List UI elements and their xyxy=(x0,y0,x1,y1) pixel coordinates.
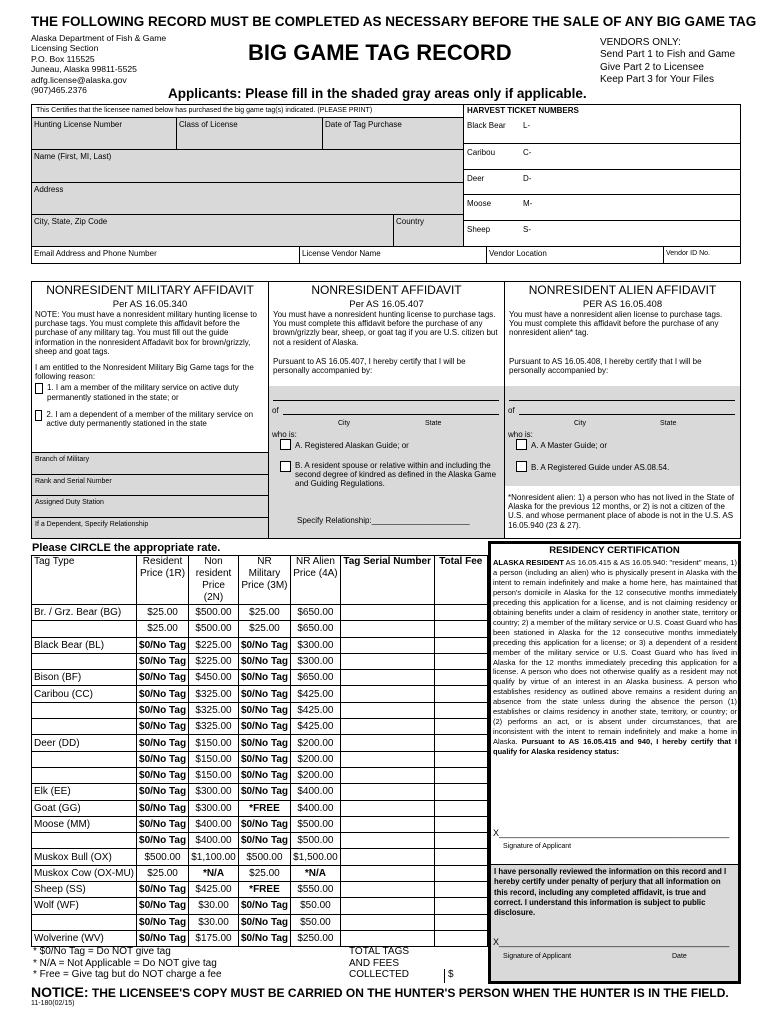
price-cell: $325.00 xyxy=(189,719,239,735)
price-cell: $0/No Tag xyxy=(238,702,290,718)
rate-row[interactable] xyxy=(32,653,488,669)
page-title: BIG GAME TAG RECORD xyxy=(248,40,512,65)
price-cell: $300.00 xyxy=(290,637,340,653)
fee-cell[interactable] xyxy=(434,849,487,865)
price-cell: $0/No Tag xyxy=(137,833,189,849)
rate-row[interactable] xyxy=(32,816,488,832)
tag-type-cell: Wolverine (WV) xyxy=(32,930,137,946)
price-cell: $500.00 xyxy=(238,849,290,865)
price-cell: $0/No Tag xyxy=(238,898,290,914)
fee-cell[interactable] xyxy=(434,621,487,637)
military-option2-checkbox[interactable] xyxy=(35,410,42,421)
price-cell: $0/No Tag xyxy=(137,800,189,816)
price-cell: $0/No Tag xyxy=(238,914,290,930)
tag-type-cell: Br. / Grz. Bear (BG) xyxy=(32,605,137,621)
serial-cell[interactable] xyxy=(340,605,434,621)
price-cell: $0/No Tag xyxy=(137,914,189,930)
notice: NOTICE: THE LICENSEE'S COPY MUST BE CARRIED ON THE HUNTER'S PERSON WHEN THE HUNTER IS IN THE FIELD. xyxy=(31,984,729,1000)
tag-type-cell xyxy=(32,751,137,767)
serial-cell[interactable] xyxy=(340,767,434,783)
price-cell: $400.00 xyxy=(189,833,239,849)
residency-text: ALASKA RESIDENT AS 16.05.415 & AS 16.05.940: "resident" means, 1) a person (including an alien) who is physically present in Alaska with the intent to remain indefinitely and make a home here, has maintained that person's domicile in Alaska for the 12 consecutive months immediately preceding this application for a license, and is not claiming residency or obtaining benefits under a claim of residency in another state, territory or country; 2) a member of the military service or U.S. Coast Guard who has been stationed in Alaska for the 12 consecutive months immediately preceding this application for a license; or 3) a dependent of a resident member of the military service or U.S. Coast Guard who has lived in Alaska for the 12 months immediately preceding this application for a license. A person who does not otherwise qualify as a resident may not qualify by virtue of an interest in an Alaska business. A person who establishes residency as outlined above remains a resident during an absence from the state unless during the absence the person (1) establishes or claims residency in another state, territory, or country; or (2) performs an act, or is absent under circumstances, that are inconsistent with the intent to remain indefinitely and make a home in Alaska. Pursuant to AS 16.05.415 and 940, I hereby certify that I qualify for Alaska residency status: xyxy=(493,558,737,757)
fee-cell[interactable] xyxy=(434,767,487,783)
price-cell: $425.00 xyxy=(290,686,340,702)
price-cell: $0/No Tag xyxy=(137,784,189,800)
price-cell: $25.00 xyxy=(238,621,290,637)
tag-type-cell xyxy=(32,653,137,669)
price-cell: $150.00 xyxy=(189,751,239,767)
serial-cell[interactable] xyxy=(340,653,434,669)
fee-cell[interactable] xyxy=(434,816,487,832)
price-cell: $150.00 xyxy=(189,735,239,751)
rate-row[interactable] xyxy=(32,833,488,849)
serial-cell[interactable] xyxy=(340,914,434,930)
price-cell: $325.00 xyxy=(189,702,239,718)
price-cell: $225.00 xyxy=(189,637,239,653)
military-option1-checkbox[interactable] xyxy=(35,383,43,394)
vendor-location-label: Vendor Location xyxy=(489,249,547,258)
total-label: TOTAL TAGS AND FEES COLLECTED xyxy=(349,946,410,980)
rate-row[interactable] xyxy=(32,621,488,637)
military-fields xyxy=(32,452,268,538)
price-cell: $0/No Tag xyxy=(238,719,290,735)
price-cell: $50.00 xyxy=(290,898,340,914)
price-cell: *FREE xyxy=(238,800,290,816)
price-cell: $200.00 xyxy=(290,751,340,767)
price-cell: $0/No Tag xyxy=(137,735,189,751)
guide-checkbox[interactable] xyxy=(280,439,291,450)
top-banner: THE FOLLOWING RECORD MUST BE COMPLETED AS NECESSARY BEFORE THE SALE OF ANY BIG GAME TAG xyxy=(31,14,757,29)
price-cell: $30.00 xyxy=(189,914,239,930)
fee-cell[interactable] xyxy=(434,670,487,686)
price-cell: $0/No Tag xyxy=(137,686,189,702)
fee-cell[interactable] xyxy=(434,898,487,914)
residency-signature-line[interactable]: X______________________________________________ xyxy=(493,828,730,838)
price-cell: $150.00 xyxy=(189,767,239,783)
perjury-text: I have personally reviewed the information on this record and I hereby certify under penalty of perjury that all information on this record, including any completed affidavit, is true and correct. I understand this information is subject to public disclosure. xyxy=(494,867,727,918)
price-cell: $200.00 xyxy=(290,767,340,783)
price-cell: $325.00 xyxy=(189,686,239,702)
tag-type-cell: Deer (DD) xyxy=(32,735,137,751)
fee-cell[interactable] xyxy=(434,702,487,718)
price-cell: $50.00 xyxy=(290,914,340,930)
serial-cell[interactable] xyxy=(340,898,434,914)
serial-cell[interactable] xyxy=(340,833,434,849)
name-label: Name (First, MI, Last) xyxy=(34,152,112,161)
fee-cell[interactable] xyxy=(434,865,487,881)
vendors-note: VENDORS ONLY: Send Part 1 to Fish and Game Give Part 2 to Licensee Keep Part 3 for Your Files xyxy=(600,37,736,85)
rate-row[interactable] xyxy=(32,898,488,914)
price-cell: $400.00 xyxy=(290,784,340,800)
rate-row[interactable] xyxy=(32,849,488,865)
tag-type-cell xyxy=(32,621,137,637)
fee-cell[interactable] xyxy=(434,930,487,946)
serial-cell[interactable] xyxy=(340,930,434,946)
price-cell: $0/No Tag xyxy=(238,686,290,702)
branch-field[interactable]: Branch of Military xyxy=(32,452,268,474)
price-cell: $0/No Tag xyxy=(238,637,290,653)
serial-cell[interactable] xyxy=(340,751,434,767)
rate-row[interactable] xyxy=(32,735,488,751)
tag-type-cell: Goat (GG) xyxy=(32,800,137,816)
fee-cell[interactable] xyxy=(434,605,487,621)
fee-cell[interactable] xyxy=(434,637,487,653)
price-cell: $0/No Tag xyxy=(137,816,189,832)
applicants-instruction: Applicants: Please fill in the shaded gray areas only if applicable. xyxy=(168,86,587,101)
price-cell: $0/No Tag xyxy=(238,930,290,946)
email-label: Email Address and Phone Number xyxy=(34,249,157,258)
price-cell: *N/A xyxy=(189,865,239,881)
rate-row[interactable] xyxy=(32,702,488,718)
price-cell: $0/No Tag xyxy=(238,833,290,849)
alien-affidavit: NONRESIDENT ALIEN AFFIDAVIT PER AS 16.05.408 You must have a nonresident alien license to purchase tags. You must complete this affidavit before the purchase of any nonresident alien* tag. Pursuant to AS 16.05.408, I hereby certify that I will be personally accompanied by: xyxy=(509,283,723,375)
final-signature-line[interactable]: X______________________________________________ xyxy=(493,937,730,947)
class-of-license-field[interactable] xyxy=(178,131,320,147)
price-cell: $0/No Tag xyxy=(137,882,189,898)
price-cell: $0/No Tag xyxy=(238,751,290,767)
serial-cell[interactable] xyxy=(340,816,434,832)
price-cell: $25.00 xyxy=(137,865,189,881)
price-cell: $30.00 xyxy=(189,898,239,914)
price-cell: $0/No Tag xyxy=(137,719,189,735)
tag-type-cell xyxy=(32,833,137,849)
fee-cell[interactable] xyxy=(434,735,487,751)
price-cell: $0/No Tag xyxy=(238,784,290,800)
fee-cell[interactable] xyxy=(434,751,487,767)
residency-title: RESIDENCY CERTIFICATION xyxy=(549,545,680,556)
price-cell: $500.00 xyxy=(189,605,239,621)
fee-cell[interactable] xyxy=(434,686,487,702)
tag-type-cell: Moose (MM) xyxy=(32,816,137,832)
price-cell: $500.00 xyxy=(290,816,340,832)
military-affidavit: NONRESIDENT MILITARY AFFIDAVIT Per AS 16.05.340 NOTE: You must have a nonresident military hunting license to purchase tags. You must complete this affidavit before the purchase of any military tag. You must fill out the guide information in the nonresident Affadavit box for brown/grizzly, sheep and goat tags. I am entitled to the Nonresident Military Big Game tags for the following reason: 1. I am a member of the military service on active duty permanently stationed in the state; or 2. I am a dependent of a member of the military service on active duty permanently stationed in the state xyxy=(35,283,257,428)
price-cell: $650.00 xyxy=(290,621,340,637)
vendor-name-label: License Vendor Name xyxy=(302,249,381,258)
duty-station-field[interactable]: Assigned Duty Station xyxy=(32,495,268,517)
price-cell: $175.00 xyxy=(189,930,239,946)
price-cell: $250.00 xyxy=(290,930,340,946)
price-cell: $0/No Tag xyxy=(238,767,290,783)
serial-cell[interactable] xyxy=(340,784,434,800)
price-cell: $0/No Tag xyxy=(137,653,189,669)
harvest-row[interactable]: Deer D- xyxy=(464,169,740,195)
address-label: Address xyxy=(34,185,64,194)
price-cell: $300.00 xyxy=(290,653,340,669)
rate-row[interactable] xyxy=(32,686,488,702)
serial-cell[interactable] xyxy=(340,800,434,816)
tag-type-cell: Muskox Bull (OX) xyxy=(32,849,137,865)
serial-cell[interactable] xyxy=(340,735,434,751)
price-cell: $0/No Tag xyxy=(137,637,189,653)
rate-row[interactable] xyxy=(32,767,488,783)
harvest-title: HARVEST TICKET NUMBERS xyxy=(467,106,579,115)
city-label: City, State, Zip Code xyxy=(34,217,108,226)
serial-cell[interactable] xyxy=(340,849,434,865)
price-cell: $0/No Tag xyxy=(137,930,189,946)
hunting-license-field[interactable] xyxy=(33,131,174,147)
price-cell: $200.00 xyxy=(290,735,340,751)
serial-cell[interactable] xyxy=(340,621,434,637)
tag-type-cell: Black Bear (BL) xyxy=(32,637,137,653)
tag-purchase-date-field[interactable] xyxy=(324,131,461,147)
price-cell: $500.00 xyxy=(137,849,189,865)
harvest-row[interactable]: Sheep S- xyxy=(464,220,740,246)
rate-row[interactable] xyxy=(32,882,488,898)
form-number: 11-180(02/15) xyxy=(31,1000,75,1007)
serial-cell[interactable] xyxy=(340,719,434,735)
price-cell: $25.00 xyxy=(238,865,290,881)
price-cell: $0/No Tag xyxy=(238,735,290,751)
price-cell: $300.00 xyxy=(189,784,239,800)
price-cell: $0/No Tag xyxy=(137,898,189,914)
rate-row[interactable] xyxy=(32,865,488,881)
rate-row[interactable] xyxy=(32,751,488,767)
tag-type-cell: Sheep (SS) xyxy=(32,882,137,898)
price-cell: $400.00 xyxy=(290,800,340,816)
master-guide-checkbox[interactable] xyxy=(516,439,527,450)
tag-type-cell: Muskox Cow (OX-MU) xyxy=(32,865,137,881)
tag-type-cell xyxy=(32,767,137,783)
residency-signature-label: Signature of Applicant xyxy=(503,843,572,850)
nonresident-affidavit: NONRESIDENT AFFIDAVIT Per AS 16.05.407 You must have a nonresident hunting license to purchase tags. You must complete this affidavit before the purchase of any brown/grizzly bear, sheep, or goat tag if you are U.S. citizen but not a resident of Alaska. Pursuant to AS 16.05.407, I hereby certify that I will be personally accompanied by: xyxy=(273,283,498,375)
harvest-list xyxy=(464,117,740,246)
rate-header-row: Tag Type Resident Price (1R) Non resident Price (2N) NR Military Price (3M) NR Alien Price (4A) Tag Serial Number Total Fee xyxy=(32,556,488,605)
price-cell: $25.00 xyxy=(238,605,290,621)
rate-row[interactable] xyxy=(32,719,488,735)
fee-cell[interactable] xyxy=(434,882,487,898)
price-cell: $0/No Tag xyxy=(238,653,290,669)
price-cell: $25.00 xyxy=(137,605,189,621)
price-cell: $0/No Tag xyxy=(137,751,189,767)
harvest-row[interactable]: Moose M- xyxy=(464,194,740,220)
rate-row[interactable] xyxy=(32,914,488,930)
fee-cell[interactable] xyxy=(434,784,487,800)
tag-type-cell: Bison (BF) xyxy=(32,670,137,686)
rate-legend: * $0/No Tag = Do NOT give tag * N/A = Not Applicable = Do NOT give tag * Free = Give tag but do NOT charge a fee xyxy=(33,946,222,980)
serial-cell[interactable] xyxy=(340,686,434,702)
fee-cell[interactable] xyxy=(434,800,487,816)
final-date-label: Date xyxy=(672,953,687,960)
tag-type-cell xyxy=(32,702,137,718)
harvest-row[interactable]: Black Bear L- xyxy=(467,121,531,130)
rate-row[interactable] xyxy=(32,784,488,800)
tag-type-cell xyxy=(32,719,137,735)
price-cell: $650.00 xyxy=(290,670,340,686)
class-license-label: Class of License xyxy=(179,120,238,129)
final-signature-label: Signature of Applicant xyxy=(503,953,572,960)
fee-cell[interactable] xyxy=(434,833,487,849)
total-amount[interactable]: $ xyxy=(444,969,488,983)
price-cell: $0/No Tag xyxy=(238,670,290,686)
price-cell: $450.00 xyxy=(189,670,239,686)
price-cell: $0/No Tag xyxy=(238,816,290,832)
price-cell: *N/A xyxy=(290,865,340,881)
country-label: Country xyxy=(396,217,425,226)
price-cell: $225.00 xyxy=(189,653,239,669)
tag-type-cell: Wolf (WF) xyxy=(32,898,137,914)
fee-cell[interactable] xyxy=(434,914,487,930)
tag-date-label: Date of Tag Purchase xyxy=(325,120,402,129)
rank-field[interactable]: Rank and Serial Number xyxy=(32,474,268,496)
hunting-license-label: Hunting License Number xyxy=(34,120,123,129)
price-cell: $650.00 xyxy=(290,605,340,621)
price-cell: $500.00 xyxy=(290,833,340,849)
rate-row[interactable] xyxy=(32,670,488,686)
tag-type-cell: Caribou (CC) xyxy=(32,686,137,702)
rate-row[interactable] xyxy=(32,930,488,946)
price-cell: $500.00 xyxy=(189,621,239,637)
price-cell: $0/No Tag xyxy=(137,702,189,718)
price-cell: $25.00 xyxy=(137,621,189,637)
serial-cell[interactable] xyxy=(340,702,434,718)
rate-row[interactable] xyxy=(32,605,488,621)
rate-row[interactable] xyxy=(32,637,488,653)
serial-cell[interactable] xyxy=(340,882,434,898)
serial-cell[interactable] xyxy=(340,865,434,881)
price-cell: $550.00 xyxy=(290,882,340,898)
price-cell: $425.00 xyxy=(290,719,340,735)
rate-table xyxy=(31,555,488,947)
tag-type-cell xyxy=(32,914,137,930)
price-cell: *FREE xyxy=(238,882,290,898)
relative-checkbox[interactable] xyxy=(280,461,291,472)
certifies-text: This Certifies that the licensee named below has purchased the big game tag(s) indicated. (PLEASE PRINT) xyxy=(36,107,373,114)
price-cell: $0/No Tag xyxy=(137,670,189,686)
price-cell: $1,100.00 xyxy=(189,849,239,865)
serial-cell[interactable] xyxy=(340,670,434,686)
price-cell: $1,500.00 xyxy=(290,849,340,865)
price-cell: $425.00 xyxy=(290,702,340,718)
price-cell: $300.00 xyxy=(189,800,239,816)
vendor-id-label: Vendor ID No. xyxy=(666,250,710,257)
harvest-row[interactable]: Caribou C- xyxy=(464,143,740,169)
fee-cell[interactable] xyxy=(434,719,487,735)
serial-cell[interactable] xyxy=(340,637,434,653)
circle-instruction: Please CIRCLE the appropriate rate. xyxy=(32,542,221,554)
price-cell: $0/No Tag xyxy=(137,767,189,783)
price-cell: $400.00 xyxy=(189,816,239,832)
fee-cell[interactable] xyxy=(434,653,487,669)
price-cell: $425.00 xyxy=(189,882,239,898)
registered-guide-checkbox[interactable] xyxy=(516,461,527,472)
agency-address: Alaska Department of Fish & Game Licensing Section P.O. Box 115525 Juneau, Alaska 99811-5525 adfg.license@alaska.gov (907)465.2376 xyxy=(31,33,167,96)
tag-type-cell: Elk (EE) xyxy=(32,784,137,800)
rate-row[interactable] xyxy=(32,800,488,816)
dependent-field[interactable]: If a Dependent, Specify Relationship xyxy=(32,517,268,539)
